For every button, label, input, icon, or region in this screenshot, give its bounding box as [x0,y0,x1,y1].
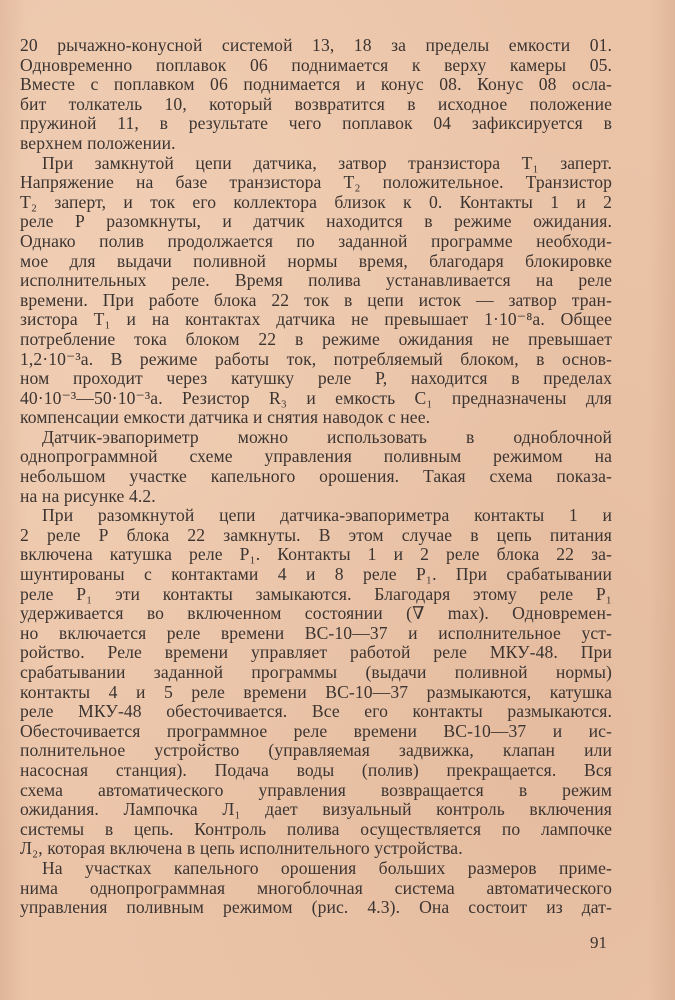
text-line: шунтированы с контактами 4 и 8 реле Р₁. При срабатывании [20,565,612,585]
text-line: компенсации емкости датчика и снятия наводок с нее. [20,408,431,428]
text-line: Л₂, которая включена в цепь исполнительного устройства. [20,839,463,859]
text-line: Обесточивается программное реле времени ВС-10—37 и ис- [20,721,612,741]
text-line: Однако полив продолжается по заданной программе необходи- [20,231,612,251]
text-line: бит толкатель 10, который возвратится в исходное положение [20,94,612,114]
text-line: реле МКУ-48 обесточивается. Все его контакты размыкаются. [20,702,612,722]
text-line: времени. При работе блока 22 ток в цепи исток — затвор тран- [20,290,612,310]
text-line: небольшом участке капельного орошения. Такая схема показа- [20,467,612,487]
text-line: зистора Т₁ и на контактах датчика не превышает 1·10⁻⁸а. Общее [20,310,612,330]
text-line: насосная станция). Подача воды (полив) прекращается. Вся [20,760,612,780]
text-line: Вместе с поплавком 06 поднимается и конус 08. Конус 08 осла- [20,75,612,95]
text-line: пружиной 11, в результате чего поплавок 04 зафиксируется в [20,114,612,134]
text-line: верхнем положении. [20,133,176,153]
text-line: Напряжение на базе транзистора Т₂ положительное. Транзистор [20,173,612,193]
text-line: 40·10⁻³—50·10⁻³а. Резистор R₃ и емкость С₁ предназначены для [20,388,612,408]
text-line: исполнительных реле. Время полива устанавливается на реле [20,271,612,291]
text-line: Датчик-эвапориметр можно использовать в одноблочной [42,427,612,447]
text-line: включена катушка реле Р₁. Контакты 1 и 2 реле блока 22 за- [20,545,612,565]
text-line: Одновременно поплавок 06 поднимается к верху камеры 05. [20,55,612,75]
text-line: контакты 4 и 5 реле времени ВС-10—37 размыкаются, катушка [20,682,612,702]
text-line: срабатывании заданной программы (выдачи поливной нормы) [20,663,612,682]
text-line: 1,2·10⁻³а. В режиме работы ток, потребляемый блоком, в основ- [20,349,612,369]
paragraph-2 [20,154,612,428]
text-line: ожидания. Лампочка Л₁ дает визуальный контроль включения [20,800,612,820]
paragraph-5 [20,859,612,918]
text-line: однопрограммной схеме управления поливным режимом на [20,447,612,467]
text-line: При разомкнутой цепи датчика-эвапориметра контакты 1 и [42,506,612,526]
text-line: реле Р₁ эти контакты замыкаются. Благодаря этому реле Р₁ [20,584,612,604]
paragraph-4 [20,506,612,859]
page-number: 91 [590,933,607,952]
text-line: 20 рычажно-конусной системой 13, 18 за пределы емкости 01. [20,36,612,55]
text-line: на на рисунке 4.2. [20,486,156,506]
body-text [20,36,612,918]
text-line: Т₂ заперт, и ток его коллектора близок к 0. Контакты 1 и 2 [20,192,612,212]
text-line: На участках капельного орошения больших размеров приме- [42,858,612,878]
text-line: реле Р разомкнуты, и датчик находится в режиме ожидания. [20,212,612,232]
text-line: нима однопрограммная многоблочная система автоматического [20,878,612,898]
text-line: но включается реле времени ВС-10—37 и исполнительное уст- [20,623,612,643]
paragraph-3 [20,428,612,506]
text-line: полнительное устройство (управляемая задвижка, клапан или [20,741,612,761]
text-line: ройство. Реле времени управляет работой реле МКУ-48. При [20,643,612,663]
text-line: управления поливным режимом (рис. 4.3). Она состоит из дат- [20,898,612,918]
text-line: 2 реле Р блока 22 замкнуты. В этом случае в цепь питания [20,525,612,545]
text-line: При замкнутой цепи датчика, затвор транзистора Т₁ заперт. [42,153,612,173]
text-line: удерживается во включенном состоянии (∇ max). Одновремен- [20,604,612,624]
text-line: системы в цепь. Контроль полива осуществляется по лампочке [20,819,612,839]
text-line: мое для выдачи поливной нормы время, благодаря блокировке [20,251,612,271]
paragraph-1 [20,36,612,154]
text-line: схема автоматического управления возвращается в режим [20,780,612,800]
text-line: потребление тока блоком 22 в режиме ожидания не превышает [20,329,612,349]
text-line: ном проходит через катушку реле Р, находится в пределах [20,369,612,389]
